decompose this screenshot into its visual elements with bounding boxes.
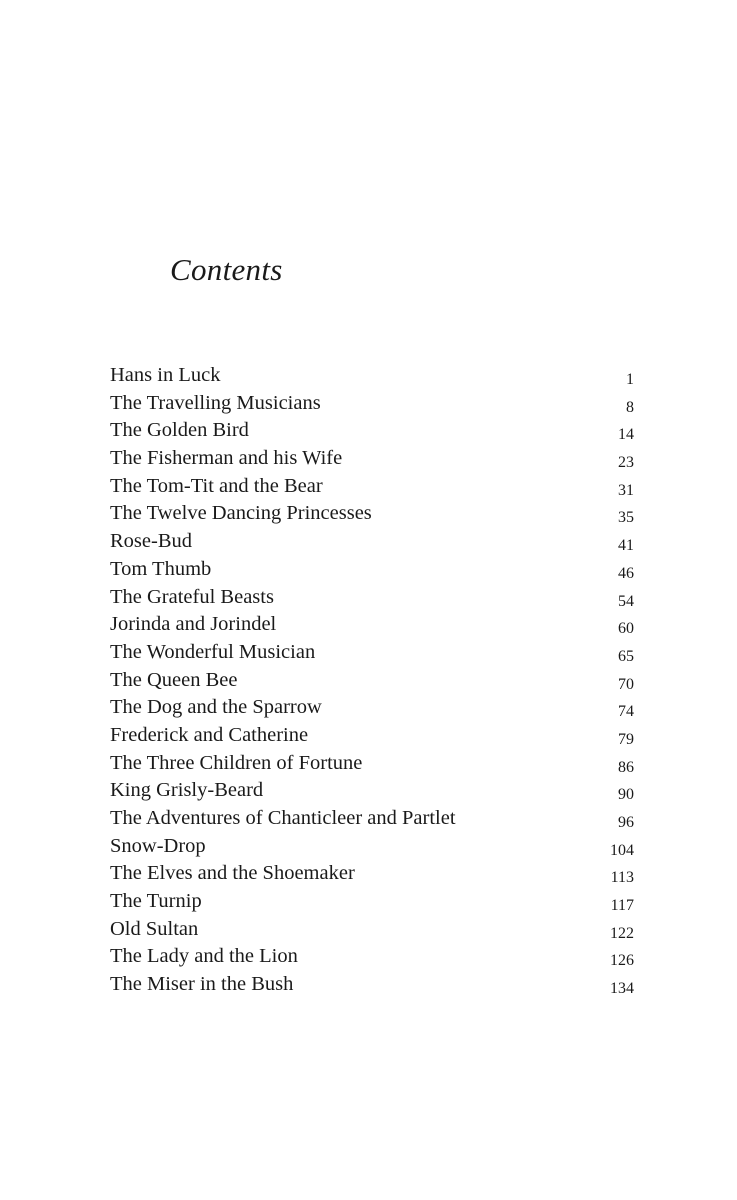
entry-page: 70: [618, 675, 634, 693]
entry-page: 54: [618, 592, 634, 610]
toc-entry[interactable]: [110, 417, 634, 445]
entry-page: 104: [610, 841, 634, 859]
table-of-contents: [110, 362, 634, 999]
entry-page: 90: [618, 786, 634, 804]
entry-page: 74: [618, 703, 634, 721]
entry-page: 41: [618, 537, 634, 555]
toc-entry[interactable]: [110, 860, 634, 888]
toc-entry[interactable]: [110, 500, 634, 528]
toc-entry[interactable]: [110, 390, 634, 418]
entry-page: 86: [618, 758, 634, 776]
entry-page: 96: [618, 814, 634, 831]
entry-title: Old Sultan: [110, 917, 199, 940]
entry-title: The Three Children of Fortune: [110, 751, 363, 774]
entry-page: 23: [618, 454, 634, 472]
entry-title: The Elves and the Shoemaker: [110, 862, 355, 885]
page-title: Contents: [170, 252, 283, 287]
toc-entry[interactable]: [110, 611, 634, 639]
toc-entry[interactable]: [110, 805, 634, 833]
entry-title: The Dog and the Sparrow: [110, 696, 322, 719]
entry-page: 65: [618, 647, 634, 665]
entry-page: 79: [618, 730, 634, 748]
entry-title: Hans in Luck: [110, 364, 221, 386]
entry-page: 14: [618, 426, 634, 444]
entry-title: The Adventures of Chanticleer and Partlet: [110, 807, 456, 829]
toc-entry[interactable]: [110, 750, 634, 778]
entry-title: The Fisherman and his Wife: [110, 447, 343, 470]
toc-entry[interactable]: [110, 528, 634, 556]
toc-entry[interactable]: [110, 667, 634, 695]
entry-title: The Tom-Tit and the Bear: [110, 474, 323, 497]
entry-page: 35: [618, 509, 634, 527]
entry-title: Jorinda and Jorindel: [110, 613, 277, 636]
toc-entry[interactable]: [110, 833, 634, 861]
entry-title: The Grateful Beasts: [110, 585, 274, 608]
toc-entry[interactable]: [110, 916, 634, 944]
entry-title: The Travelling Musicians: [110, 391, 321, 414]
entry-title: The Miser in the Bush: [110, 973, 294, 996]
entry-title: The Queen Bee: [110, 668, 238, 691]
entry-page: 113: [610, 869, 634, 887]
entry-page: 134: [610, 980, 634, 998]
entry-page: 46: [618, 564, 634, 582]
toc-entry[interactable]: [110, 473, 634, 501]
entry-page: 1: [626, 371, 634, 388]
entry-title: The Twelve Dancing Princesses: [110, 502, 372, 525]
toc-entry[interactable]: [110, 888, 634, 916]
entry-title: The Wonderful Musician: [110, 640, 316, 663]
toc-entry[interactable]: [110, 694, 634, 722]
entry-title: Frederick and Catherine: [110, 723, 309, 746]
entry-page: 8: [626, 398, 634, 416]
entry-title: Snow-Drop: [110, 834, 206, 857]
entry-title: Rose-Bud: [110, 530, 192, 553]
entry-page: 31: [618, 481, 634, 499]
toc-entry[interactable]: [110, 971, 634, 999]
entry-page: 117: [610, 897, 634, 915]
toc-entry[interactable]: [110, 639, 634, 667]
entry-title: King Grisly-Beard: [110, 779, 264, 802]
toc-entry[interactable]: [110, 556, 634, 584]
entry-title: The Lady and the Lion: [110, 945, 298, 968]
entry-page: 126: [610, 952, 634, 970]
toc-entry[interactable]: [110, 362, 634, 390]
toc-entry[interactable]: [110, 722, 634, 750]
entry-page: 122: [610, 924, 634, 942]
entry-title: The Turnip: [110, 890, 202, 913]
entry-title: The Golden Bird: [110, 419, 249, 442]
toc-entry[interactable]: [110, 584, 634, 612]
entry-page: 60: [618, 620, 634, 638]
toc-entry[interactable]: [110, 445, 634, 473]
toc-entry[interactable]: [110, 777, 634, 805]
entry-title: Tom Thumb: [110, 557, 212, 580]
toc-entry[interactable]: [110, 943, 634, 971]
